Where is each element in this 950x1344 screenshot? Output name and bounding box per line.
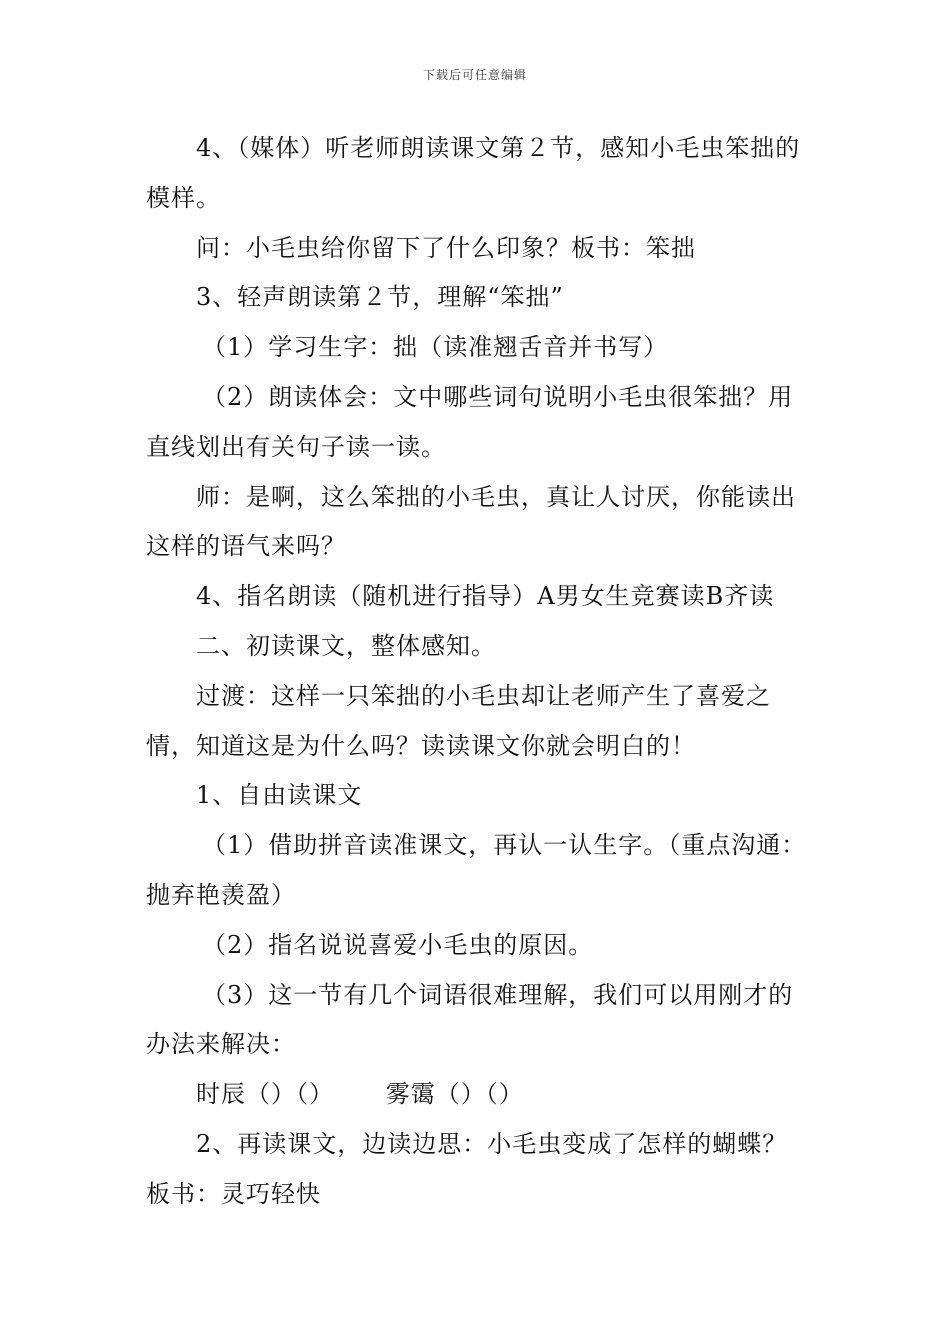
paragraph-learn-character: （1）学习生字：拙（读准翘舌音并书写） (202, 333, 669, 362)
paragraph-reasons: （2）指名说说喜爱小毛虫的原因。 (202, 930, 594, 959)
paragraph-transition: 过渡：这样一只笨拙的小毛虫却让老师产生了喜爱之情，知道这是为什么吗？读读课文你就会明白的！ (146, 681, 771, 760)
paragraph-teacher-remark: 师：是啊，这么笨拙的小毛虫，真让人讨厌，你能读出这样的语气来吗？ (146, 482, 796, 561)
paragraph-reading-experience: （2）朗读体会：文中哪些词句说明小毛虫很笨拙？用直线划出有关句子读一读。 (146, 382, 794, 461)
paragraph-step-3-read-softly: 3、轻声朗读第２节，理解“笨拙” (196, 283, 564, 312)
page-header: 下载后可任意编辑 (422, 68, 527, 82)
paragraph-step-4-listen: 4、（媒体）听老师朗读课文第２节，感知小毛虫笨拙的模样。 (146, 134, 801, 212)
paragraph-difficult-words: （3）这一节有几个词语很难理解，我们可以用刚才的办法来解决： (146, 980, 794, 1059)
paragraph-step-2-reread: 2、再读课文，边读边思：小毛虫变成了怎样的蝴蝶？板书：灵巧轻快 (146, 1129, 788, 1208)
paragraph-step-1-free-reading: 1、自由读课文 (196, 781, 363, 810)
paragraph-step-4-named-reading: 4、指名朗读（随机进行指导）A男女生竞赛读B齐读 (196, 582, 775, 611)
document-body (146, 124, 810, 1220)
paragraph-pinyin-reading: （1）借助拼音读准课文，再认一认生字。（重点沟通：抛弃艳羡盈） (146, 831, 807, 909)
paragraph-question-impression: 问：小毛虫给你留下了什么印象？板书：笨拙 (196, 233, 696, 262)
paragraph-section-two-heading: 二、初读课文，整体感知。 (196, 631, 496, 660)
paragraph-word-blanks: 时辰（）（） 雾霭（）（） (196, 1080, 524, 1109)
